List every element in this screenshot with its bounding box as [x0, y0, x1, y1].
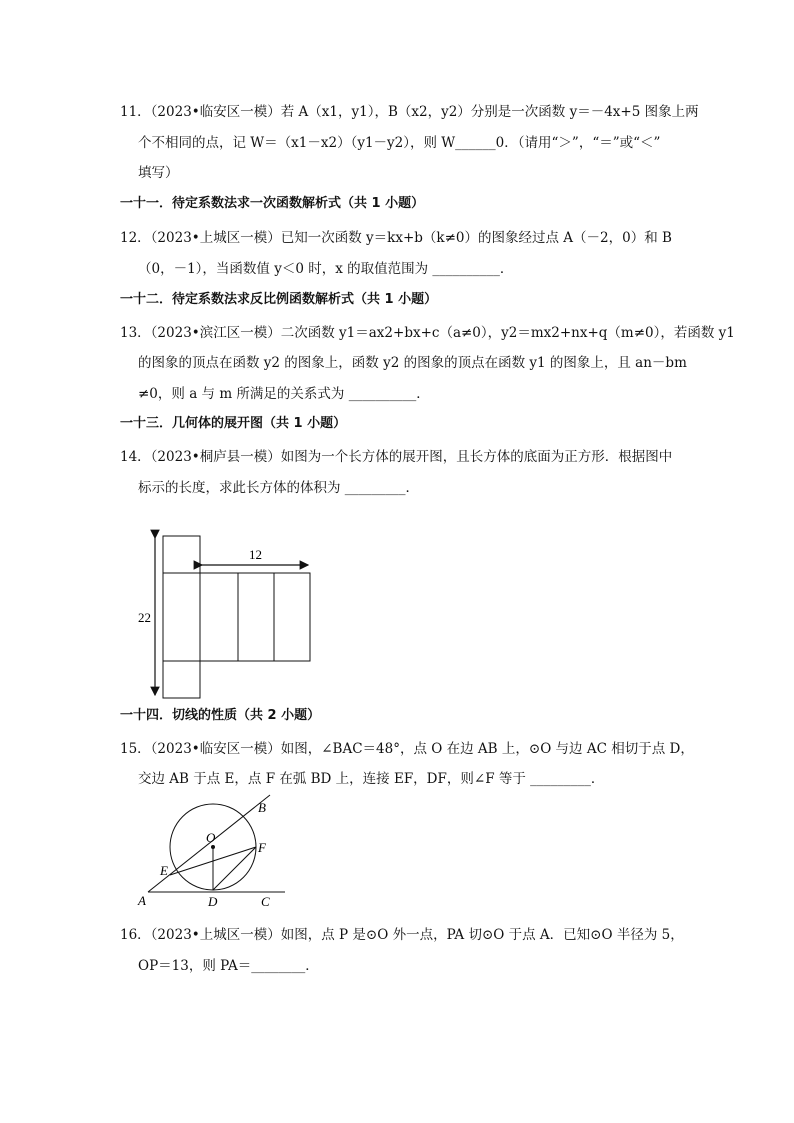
q11-line3: 填写）: [138, 165, 179, 181]
q13-line3: ≠0，则 a 与 m 所满足的关系式为 __________．: [138, 386, 430, 402]
q12-line2: （0，－1），当函数值 y＜0 时，x 的取值范围为 __________．: [138, 261, 514, 277]
net-side-face-2: [238, 573, 274, 661]
label-D: D: [208, 894, 218, 909]
label-C: C: [261, 894, 270, 909]
section-heading-12: 一十二．待定系数法求反比例函数解析式（共 1 小题）: [120, 292, 438, 307]
q15-line2: 交边 AB 于点 E，点 F 在弧 BD 上，连接 EF，DF，则∠F 等于 _________．: [138, 771, 605, 787]
q11-line1: 11．（2023•临安区一模）若 A（x1，y1），B（x2，y2）分别是一次函数 y＝－4x+5 图象上两: [120, 104, 699, 120]
q13-line2: 的图象的顶点在函数 y2 的图象上，函数 y2 的图象的顶点在函数 y1 的图象上，且 an－bm: [138, 355, 687, 371]
section-heading-13: 一十三．几何体的展开图（共 1 小题）: [120, 416, 347, 431]
net-bottom-face: [163, 661, 200, 698]
net-top-face: [163, 536, 200, 573]
net-side-face-3: [274, 573, 310, 661]
height-label: 22: [138, 610, 151, 625]
section-heading-11: 一十一．待定系数法求一次函数解析式（共 1 小题）: [120, 196, 425, 211]
q14-line2: 标示的长度，求此长方体的体积为 _________．: [138, 480, 420, 496]
tangent-circle-figure: [130, 770, 300, 910]
cuboid-net-figure: [130, 528, 320, 703]
q11-line2: 个不相同的点，记 W＝（x1－x2）（y1－y2），则 W______0．（请用“＞”，“＝”或“＜”: [138, 135, 661, 151]
label-F: F: [258, 840, 266, 855]
label-A: A: [138, 893, 146, 908]
label-B: B: [258, 800, 266, 815]
q16-line1: 16．（2023•上城区一模）如图，点 P 是⊙O 外一点，PA 切⊙O 于点 A．已知⊙O 半径为 5，: [120, 927, 684, 943]
q16-line2: OP＝13，则 PA＝________．: [138, 958, 319, 974]
net-side-face-1: [200, 573, 238, 661]
net-front-face: [163, 573, 200, 661]
q15-line1: 15．（2023•临安区一模）如图，∠BAC＝48°，点 O 在边 AB 上，⊙O 与边 AC 相切于点 D，: [120, 741, 694, 757]
q13-line1: 13．（2023•滨江区一模）二次函数 y1＝ax2+bx+c（a≠0），y2＝mx2+nx+q（m≠0），若函数 y1: [120, 325, 735, 341]
section-heading-14: 一十四．切线的性质（共 2 小题）: [120, 708, 321, 723]
chord-DF: [213, 847, 256, 890]
label-O: O: [206, 830, 216, 845]
q14-line1: 14．（2023•桐庐县一模）如图为一个长方体的展开图，且长方体的底面为正方形．根据图中: [120, 449, 673, 465]
q12-line1: 12．（2023•上城区一模）已知一次函数 y＝kx+b（k≠0）的图象经过点 A（－2，0）和 B: [120, 230, 672, 246]
width-label: 12: [249, 547, 262, 562]
label-E: E: [160, 863, 168, 878]
